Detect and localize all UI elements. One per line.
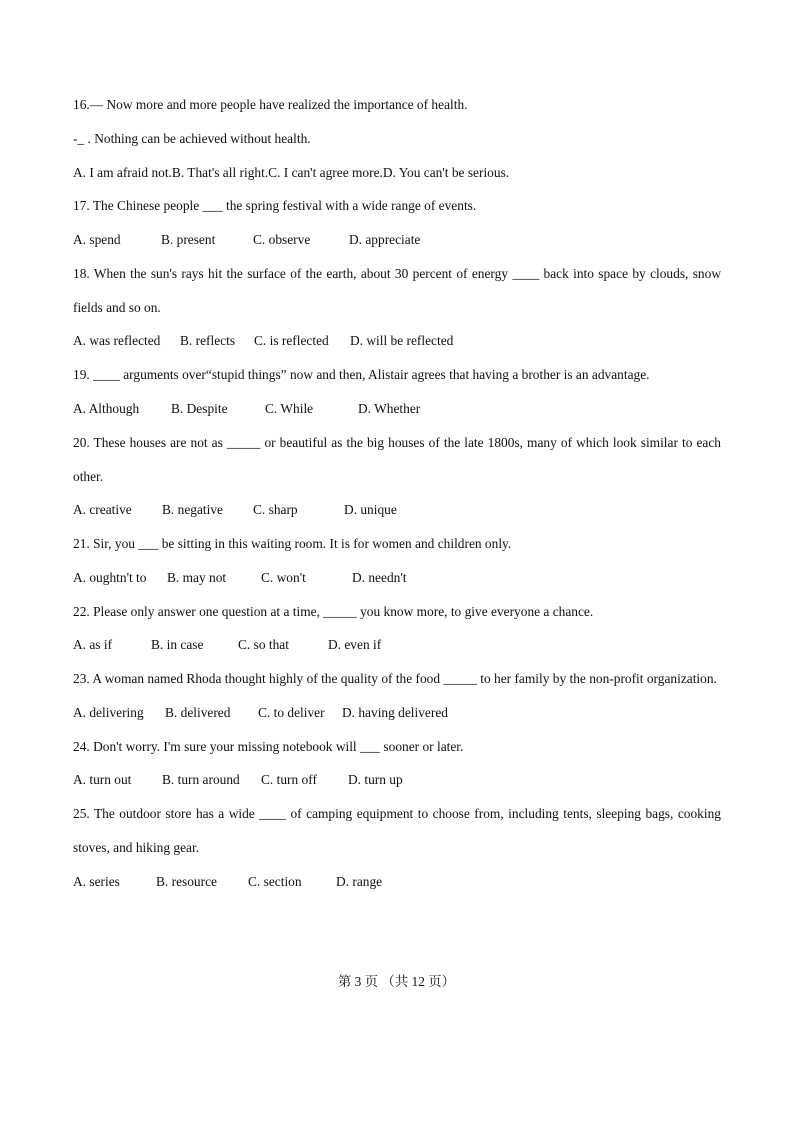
option-d: D. having delivered [342,704,448,720]
option-d: D. Whether [358,400,421,416]
option-c: C. section [248,873,302,889]
option-b: B. Despite [171,400,228,416]
option-d: D. even if [328,637,382,653]
question-17-stem: 17. The Chinese people ___ the spring festival with a wide range of events. [73,198,477,214]
question-18-options [73,330,721,352]
option-c: C. sharp [253,502,298,518]
option-c: C. is reflected [254,333,329,349]
question-16-reply: -_ . Nothing can be achieved without health. [73,130,311,146]
option-d: D. range [336,873,383,889]
option-b: B. reflects [180,333,236,349]
question-22-stem: 22. Please only answer one question at a time, _____ you know more, to give everyone a chance. [73,603,594,619]
question-21-options [73,567,721,589]
question-16-options: A. I am afraid not.B. That's all right.C. I can't agree more.D. You can't be serious. [73,164,510,180]
option-a: A. Although [73,400,140,416]
option-c: C. to deliver [258,704,325,720]
option-b: B. negative [162,502,223,518]
option-a: A. oughtn't to [73,569,147,585]
option-a: A. delivering [73,704,144,720]
question-19-stem: 19. ____ arguments over“stupid things” now and then, Alistair agrees that having a brother is an advantage. [73,367,650,383]
question-23-stem: 23. A woman named Rhoda thought highly of the quality of the food _____ to her family by the non-profit organization. [73,671,717,687]
question-18-stem: 18. When the sun's rays hit the surface of the earth, about 30 percent of energy ____ back into space by clouds, snow fields and so on. [73,265,721,315]
question-25-stem: 25. The outdoor store has a wide ____ of camping equipment to choose from, including tents, sleeping bags, cooking stoves, and hiking gear. [73,806,721,855]
option-b: B. may not [167,569,227,585]
option-c: C. won't [261,569,306,585]
option-b: B. resource [156,873,217,889]
option-a: A. series [73,873,120,889]
option-d: D. appreciate [349,232,421,248]
option-a: A. as if [73,637,113,653]
option-c: C. turn off [261,772,317,788]
question-20-stem: 20. These houses are not as _____ or beautiful as the big houses of the late 1800s, many of which look similar to each other. [73,434,721,484]
option-a: A. creative [73,502,132,518]
question-19-options [73,398,721,420]
option-d: D. needn't [352,569,407,585]
option-b: B. turn around [162,772,240,788]
option-d: D. will be reflected [350,333,454,349]
option-a: A. was reflected [73,333,161,349]
question-list [73,94,721,904]
option-b: B. delivered [165,704,231,720]
question-22-options [73,634,721,656]
option-c: C. While [265,400,314,416]
question-17-options [73,229,721,251]
question-24-options [73,769,721,791]
option-c: C. observe [253,232,311,248]
question-25-options [73,871,721,893]
option-b: B. present [161,232,216,248]
question-16-stem: 16.— Now more and more people have realized the importance of health. [73,97,468,112]
option-d: D. unique [344,502,397,518]
page-number-footer: 第 3 页 （共 12 页） [337,974,456,989]
option-b: B. in case [151,637,204,653]
option-a: A. spend [73,232,121,248]
option-d: D. turn up [348,772,403,788]
option-c: C. so that [238,637,289,653]
question-21-stem: 21. Sir, you ___ be sitting in this waiting room. It is for women and children only. [73,535,512,551]
question-24-stem: 24. Don't worry. I'm sure your missing notebook will ___ sooner or later. [73,738,464,754]
question-23-options [73,702,721,724]
option-a: A. turn out [73,772,132,788]
question-20-options [73,499,721,521]
